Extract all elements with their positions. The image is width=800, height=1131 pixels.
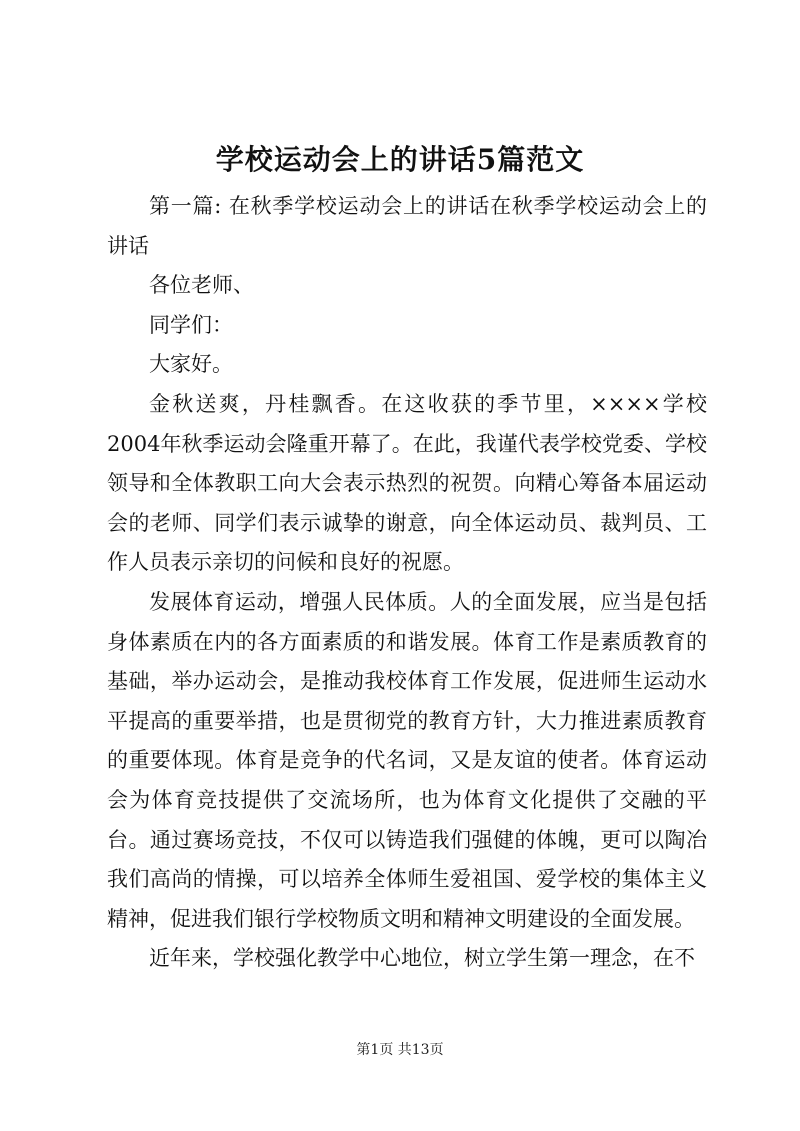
paragraph-sports-development: 发展体育运动，增强人民体质。人的全面发展，应当是包括身体素质在内的各方面素质的和谐发展。体育工作是素质教育的基础，举办运动会，是推动我校体育工作发展，促进师生运动水平提高的重要举措，也是贯彻党的教育方针，大力推进素质教育的重要体现。体育是竞争的代名词，又是友谊的使者。体育运动会为体育竞技提供了交流场所，也为体育文化提供了交融的平台。通过赛场竞技，不仅可以铸造我们强健的体魄，更可以陶冶我们高尚的情操，可以培养全体师生爱祖国、爱学校的集体主义精神，促进我们银行学校物质文明和精神文明建设的全面发展。 [107, 589, 707, 931]
document-body [107, 187, 707, 979]
paragraph-hello: 大家好。 [149, 352, 233, 377]
paragraph-greeting-students: 同学们： [149, 312, 233, 337]
paragraph-greeting-teachers: 各位老师、 [149, 273, 254, 298]
paragraph-opening: 金秋送爽，丹桂飘香。在这收获的季节里，××××学校2004年秋季运动会隆重开幕了。在此，我谨代表学校党委、学校领导和全体教职工向大会表示热烈的祝贺。向精心筹备本届运动会的老师、同学们表示诚挚的谢意，向全体运动员、裁判员、工作人员表示亲切的问候和良好的祝愿。 [107, 391, 707, 575]
page-number-footer: 第1页 共13页 [356, 1042, 444, 1058]
paragraph-recent-years: 近年来，学校强化教学中心地位，树立学生第一理念，在不 [149, 946, 695, 971]
paragraph-heading: 第一篇: 在秋季学校运动会上的讲话在秋季学校运动会上的讲话 [107, 194, 707, 258]
document-title: 学校运动会上的讲话5篇范文 [215, 143, 585, 176]
